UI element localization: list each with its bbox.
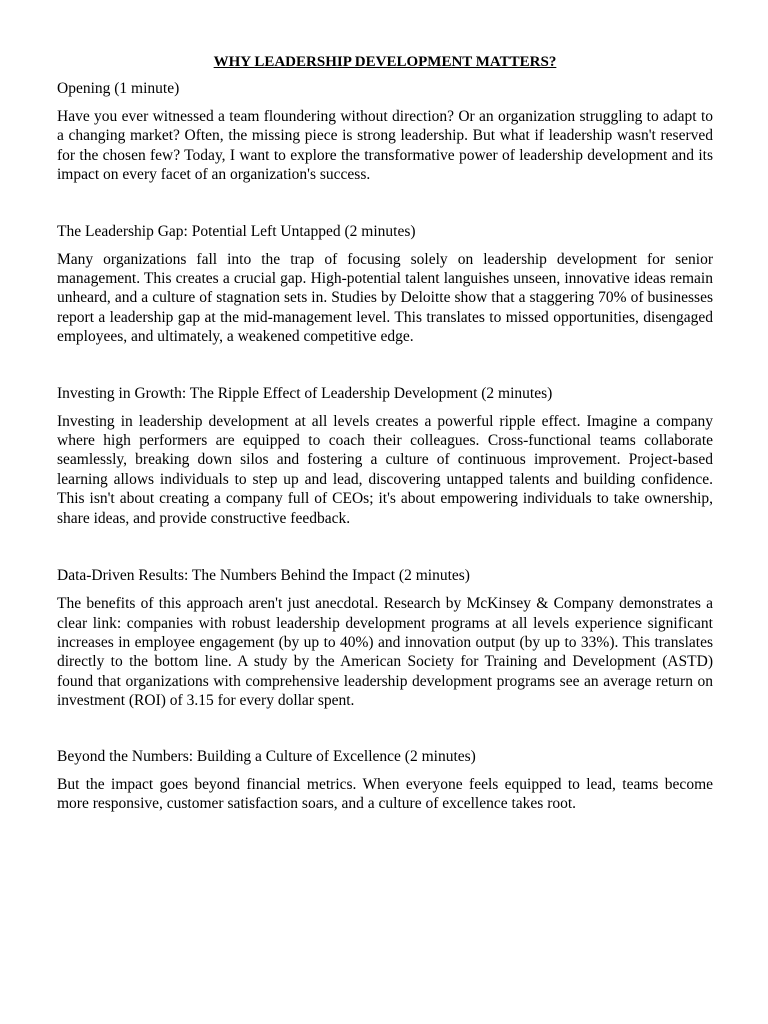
section-heading: Data-Driven Results: The Numbers Behind the Impact (2 minutes) [57,567,470,585]
section-paragraph: The benefits of this approach aren't just anecdotal. Research by McKinsey & Company demonstrates a clear link: companies with robust leadership development programs at all levels experience significant increases in employee engagement (by up to 40%) and innovation output (by up to 33%). This translates directly to the bottom line. A study by the American Society for Training and Development (ASTD) found that organizations with comprehensive leadership development programs see an average return on investment (ROI) of 3.15 for every dollar spent. [57,595,713,710]
section-paragraph: Many organizations fall into the trap of focusing solely on leadership development for senior management. This creates a crucial gap. High-potential talent languishes unseen, innovative ideas remain unheard, and a culture of stagnation sets in. Studies by Deloitte show that a staggering 70% of businesses report a leadership gap at the mid-management level. This translates to missed opportunities, disengaged employees, and ultimately, a weakened competitive edge. [57,250,713,346]
section-leadership-gap [57,222,713,347]
section-heading: Investing in Growth: The Ripple Effect of Leadership Development (2 minutes) [57,384,553,402]
section-paragraph: Investing in leadership development at all levels creates a powerful ripple effect. Imagine a company where high performers are equipped to coach their colleagues. Cross-functional teams collaborate seamlessly, breaking down silos and fostering a culture of continuous improvement. Project-based learning allows individuals to step up and lead, discovering untapped talents and building confidence. This isn't about creating a company full of CEOs; it's about empowering individuals to take ownership, share ideas, and provide constructive feedback. [57,412,713,527]
section-data-driven-results [57,566,713,710]
document-title: WHY LEADERSHIP DEVELOPMENT MATTERS? [213,54,557,70]
section-opening [57,79,713,185]
document-page [57,53,713,813]
section-heading: The Leadership Gap: Potential Left Untapped (2 minutes) [57,222,416,240]
section-paragraph: But the impact goes beyond financial metrics. When everyone feels equipped to lead, teams become more responsive, customer satisfaction soars, and a culture of excellence takes root. [57,775,713,812]
section-heading: Beyond the Numbers: Building a Culture of Excellence (2 minutes) [57,747,476,765]
section-paragraph: Have you ever witnessed a team floundering without direction? Or an organization struggling to adapt to a changing market? Often, the missing piece is strong leadership. But what if leadership wasn't reserved for the chosen few? Today, I want to explore the transformative power of leadership development and its impact on every facet of an organization's success. [57,108,713,184]
section-heading: Opening (1 minute) [57,80,180,97]
section-beyond-the-numbers [57,747,713,814]
section-investing-in-growth [57,384,713,528]
